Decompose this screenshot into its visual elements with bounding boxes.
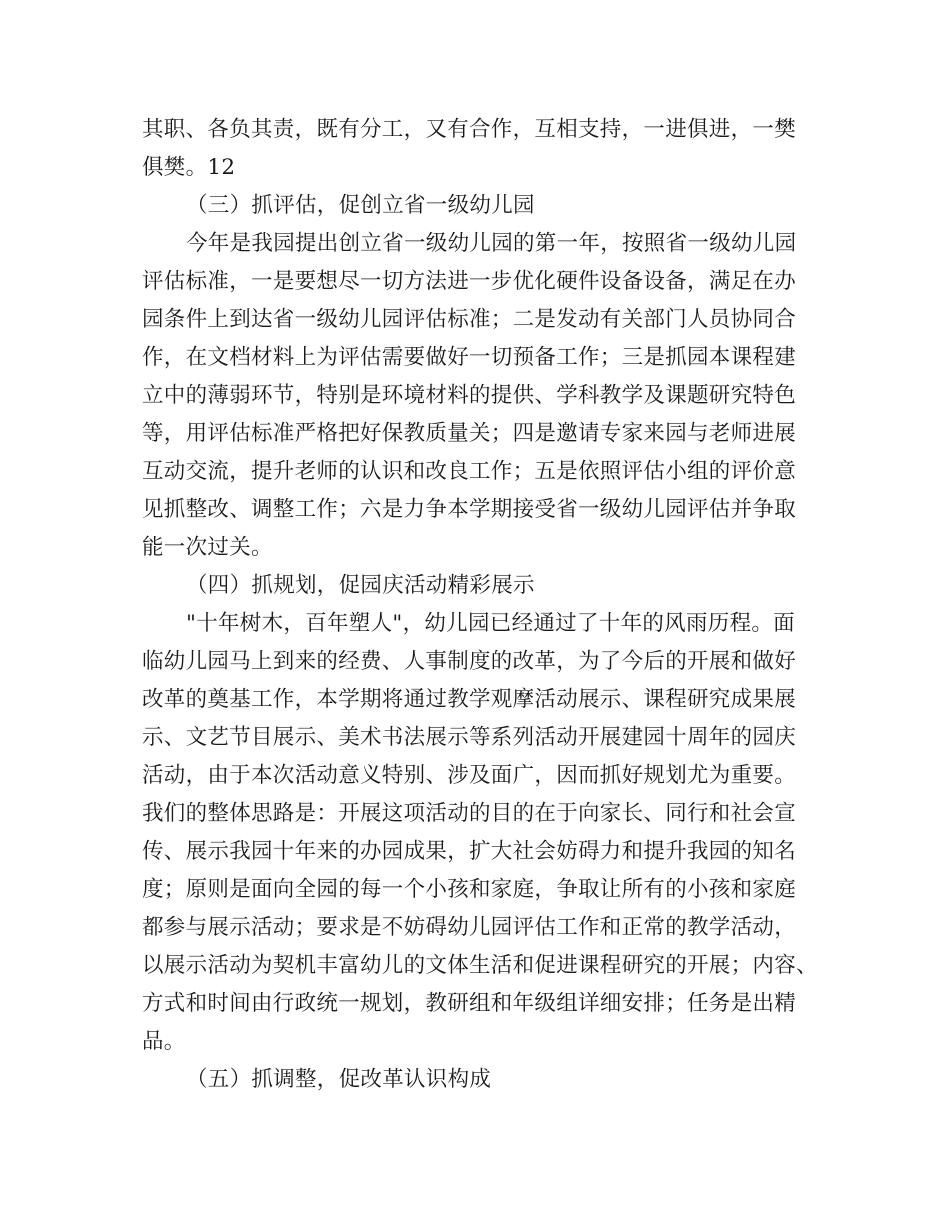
body-text-line: 今年是我园提出创立省一级幼儿园的第一年，按照省一级幼儿园 xyxy=(186,231,797,256)
body-text-line: 能一次过关。 xyxy=(142,535,273,560)
body-text-line: 方式和时间由行政统一规划，教研组和年级组详细安排；任务是出精 xyxy=(142,991,797,1016)
body-text-line: 品。 xyxy=(142,1029,186,1054)
body-text-line: 评估标准，一是要想尽一切方法进一步优化硬件设备设备，满足在办 xyxy=(142,269,797,294)
body-text-line: 见抓整改、调整工作；六是力争本学期接受省一级幼儿园评估并争取 xyxy=(142,497,797,522)
body-text-line: 传、展示我园十年来的办园成果，扩大社会妨碍力和提升我园的知名 xyxy=(142,839,797,864)
body-text-line: 活动，由于本次活动意义特别、涉及面广，因而抓好规划尤为重要。 xyxy=(142,763,797,788)
body-text-line: 示、文艺节目展示、美术书法展示等系列活动开展建园十周年的园庆 xyxy=(142,725,797,750)
body-text-line: 都参与展示活动；要求是不妨碍幼儿园评估工作和正常的教学活动， xyxy=(142,915,797,940)
body-text-line: 度；原则是面向全园的每一个小孩和家庭，争取让所有的小孩和家庭 xyxy=(142,877,797,902)
body-text-line: 园条件上到达省一级幼儿园评估标准；二是发动有关部门人员协同合 xyxy=(142,307,797,332)
body-text-line: 改革的奠基工作，本学期将通过教学观摩活动展示、课程研究成果展 xyxy=(142,687,797,712)
body-text-line: 立中的薄弱环节，特别是环境材料的提供、学科教学及课题研究特色 xyxy=(142,383,797,408)
body-text-line: 作，在文档材料上为评估需要做好一切预备工作；三是抓园本课程建 xyxy=(142,345,797,370)
body-text-line: "十年树木，百年塑人"，幼儿园已经通过了十年的风雨历程。面 xyxy=(186,611,795,636)
body-text-line: 其职、各负其责，既有分工，又有合作，互相支持，一进俱进，一樊 xyxy=(142,117,797,142)
body-text-line: 我们的整体思路是：开展这项活动的目的在于向家长、同行和社会宣 xyxy=(142,801,797,826)
body-text-line: 临幼儿园马上到来的经费、人事制度的改革，为了今后的开展和做好 xyxy=(142,649,797,674)
body-text-line: 等，用评估标准严格把好保教质量关；四是邀请专家来园与老师进展 xyxy=(142,421,797,446)
body-text-line: 俱樊。12 xyxy=(142,155,236,180)
section-heading-4: （四）抓规划，促园庆活动精彩展示 xyxy=(186,573,535,598)
body-text-line: 以展示活动为契机丰富幼儿的文体生活和促进课程研究的开展；内容、 xyxy=(142,953,818,978)
section-heading-5: （五）抓调整，促改革认识构成 xyxy=(186,1067,492,1092)
section-heading-3: （三）抓评估，促创立省一级幼儿园 xyxy=(186,193,535,218)
body-text-line: 互动交流，提升老师的认识和改良工作；五是依照评估小组的评价意 xyxy=(142,459,797,484)
